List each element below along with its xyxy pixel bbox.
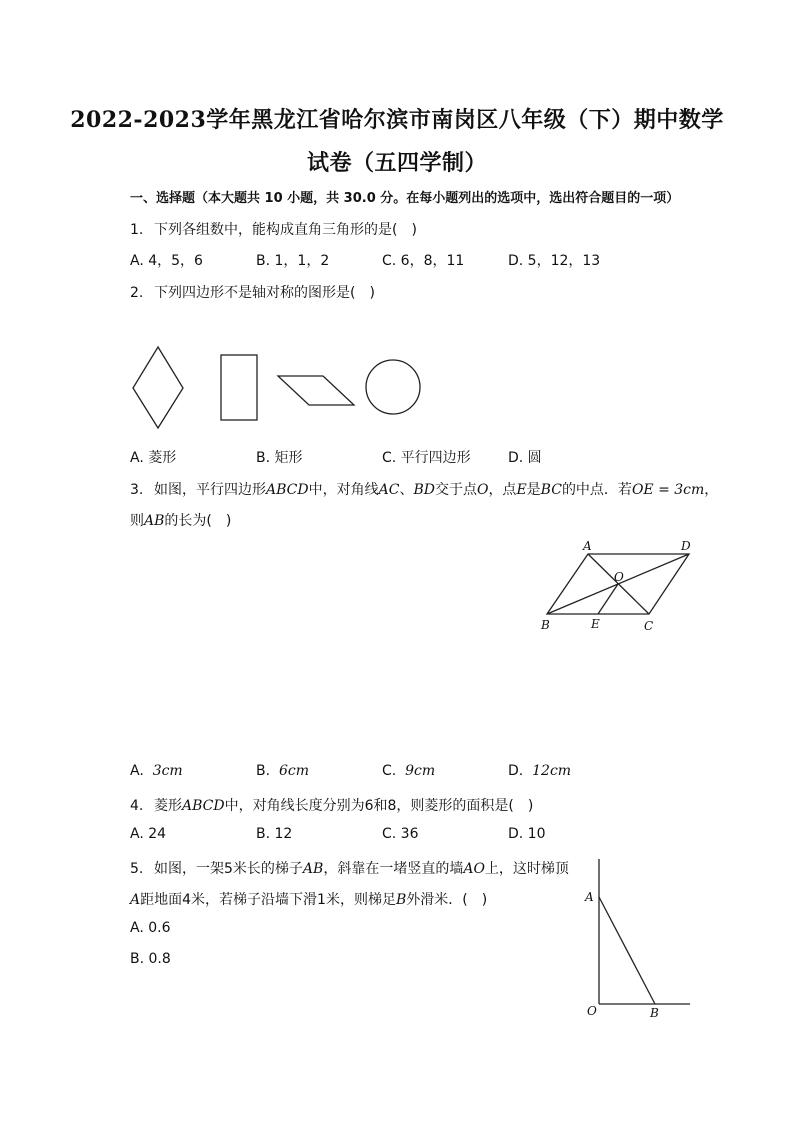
math-ab: AB xyxy=(144,513,165,529)
question-text: 下列四边形不是轴对称的图形是( ) xyxy=(154,285,375,301)
label-o: O xyxy=(587,1004,597,1018)
label-a: A xyxy=(585,890,594,904)
q5-ladder-figure xyxy=(580,855,695,1025)
math-o: O xyxy=(476,482,489,498)
q4-option-c: C. 36 xyxy=(382,826,419,842)
q2-option-a: A. 菱形 xyxy=(130,450,177,466)
math-ao: AO xyxy=(463,861,485,877)
rhombus-shape xyxy=(133,347,183,428)
question-text: 是 xyxy=(526,482,541,498)
label-b: B xyxy=(650,1006,659,1020)
section-header: 一、选择题（本大题共 10 小题，共 30.0 分。在每小题列出的选项中，选出符合题目的一项） xyxy=(130,191,680,206)
question-3 xyxy=(130,479,718,499)
math-ab: AB xyxy=(302,861,324,877)
question-text: 的长为( ) xyxy=(164,513,232,529)
question-number: 3. xyxy=(130,482,144,498)
question-text: 交于点 xyxy=(434,482,477,498)
question-text: 外滑米．( ) xyxy=(406,892,488,908)
label-b: B xyxy=(541,618,550,632)
math-bc: BC xyxy=(540,482,562,498)
q1-option-a: A. 4，5，6 xyxy=(130,253,203,269)
q3-parallelogram-figure xyxy=(535,536,700,636)
question-5-line2 xyxy=(130,889,487,909)
question-text: 上，这时梯顶 xyxy=(484,861,569,877)
option-letter: D. xyxy=(508,763,524,779)
math-abcd: ABCD xyxy=(266,482,309,498)
q5-option-a: A. 0.6 xyxy=(130,920,171,936)
label-e: E xyxy=(591,617,600,631)
question-1 xyxy=(130,219,417,239)
question-5 xyxy=(130,858,569,878)
q2-option-b: B. 矩形 xyxy=(256,450,303,466)
math-b: B xyxy=(395,892,407,908)
question-number: 4. xyxy=(130,798,144,814)
label-a: A xyxy=(583,539,592,553)
question-4 xyxy=(130,795,533,815)
q2-option-c: C. 平行四边形 xyxy=(382,450,471,466)
q1-option-b: B. 1，1，2 xyxy=(256,253,330,269)
math-e: E xyxy=(516,482,527,498)
question-text: 菱形 xyxy=(154,798,182,814)
question-number: 2. xyxy=(130,285,144,301)
label-d: D xyxy=(681,539,691,553)
question-text: 如图，平行四边形 xyxy=(154,482,266,498)
rectangle-shape xyxy=(221,355,257,420)
question-3-line2 xyxy=(130,510,231,530)
option-letter: B. xyxy=(256,763,271,779)
q3-option-b xyxy=(256,763,309,779)
math-ac: AC xyxy=(378,482,400,498)
question-text: ，斜靠在一堵竖直的墙 xyxy=(323,861,464,877)
ladder-line xyxy=(599,897,655,1004)
question-text: 的中点．若 xyxy=(561,482,632,498)
question-text: ， xyxy=(704,482,719,498)
question-text: 中，对角线 xyxy=(308,482,379,498)
question-text: 如图，一架5米长的梯子 xyxy=(154,861,303,877)
q5-option-b: B. 0.8 xyxy=(130,951,171,967)
q4-option-b: B. 12 xyxy=(256,826,293,842)
label-o: O xyxy=(614,570,624,584)
q2-option-d: D. 圆 xyxy=(508,450,542,466)
q2-shapes-figure xyxy=(128,340,428,435)
page-title-line1: 2022-2023学年黑龙江省哈尔滨市南岗区八年级（下）期中数学 xyxy=(70,107,724,133)
page-title-line2: 试卷（五四学制） xyxy=(306,150,487,176)
question-number: 5. xyxy=(130,861,144,877)
question-text: 中，对角线长度分别为6和8，则菱形的面积是( ) xyxy=(224,798,534,814)
circle-shape xyxy=(366,360,420,414)
q1-option-c: C. 6，8，11 xyxy=(382,253,465,269)
question-number: 1. xyxy=(130,222,144,238)
question-text: ，点 xyxy=(488,482,517,498)
option-value: 3cm xyxy=(152,763,183,779)
q1-option-d: D. 5，12，13 xyxy=(508,253,601,269)
label-c: C xyxy=(644,619,654,633)
question-text: 则 xyxy=(130,513,144,529)
q3-option-a xyxy=(130,763,183,779)
math-bd: BD xyxy=(413,482,435,498)
option-value: 9cm xyxy=(405,763,436,779)
parallelogram-shape xyxy=(278,376,354,405)
q3-option-d xyxy=(508,763,571,779)
option-letter: C. xyxy=(382,763,397,779)
question-text: 下列各组数中，能构成直角三角形的是( ) xyxy=(154,222,417,238)
question-text: 、 xyxy=(399,482,414,498)
question-2 xyxy=(130,282,375,302)
q4-option-a: A. 24 xyxy=(130,826,167,842)
math-a: A xyxy=(130,892,141,908)
question-text: 距地面4米，若梯子沿墙下滑1米，则梯足 xyxy=(140,892,396,908)
option-value: 6cm xyxy=(278,763,309,779)
math-abcd: ABCD xyxy=(182,798,225,814)
q3-option-c xyxy=(382,763,435,779)
option-letter: A. xyxy=(130,763,144,779)
q4-option-d: D. 10 xyxy=(508,826,546,842)
option-value: 12cm xyxy=(532,763,572,779)
math-oe: OE = 3cm xyxy=(631,482,705,498)
